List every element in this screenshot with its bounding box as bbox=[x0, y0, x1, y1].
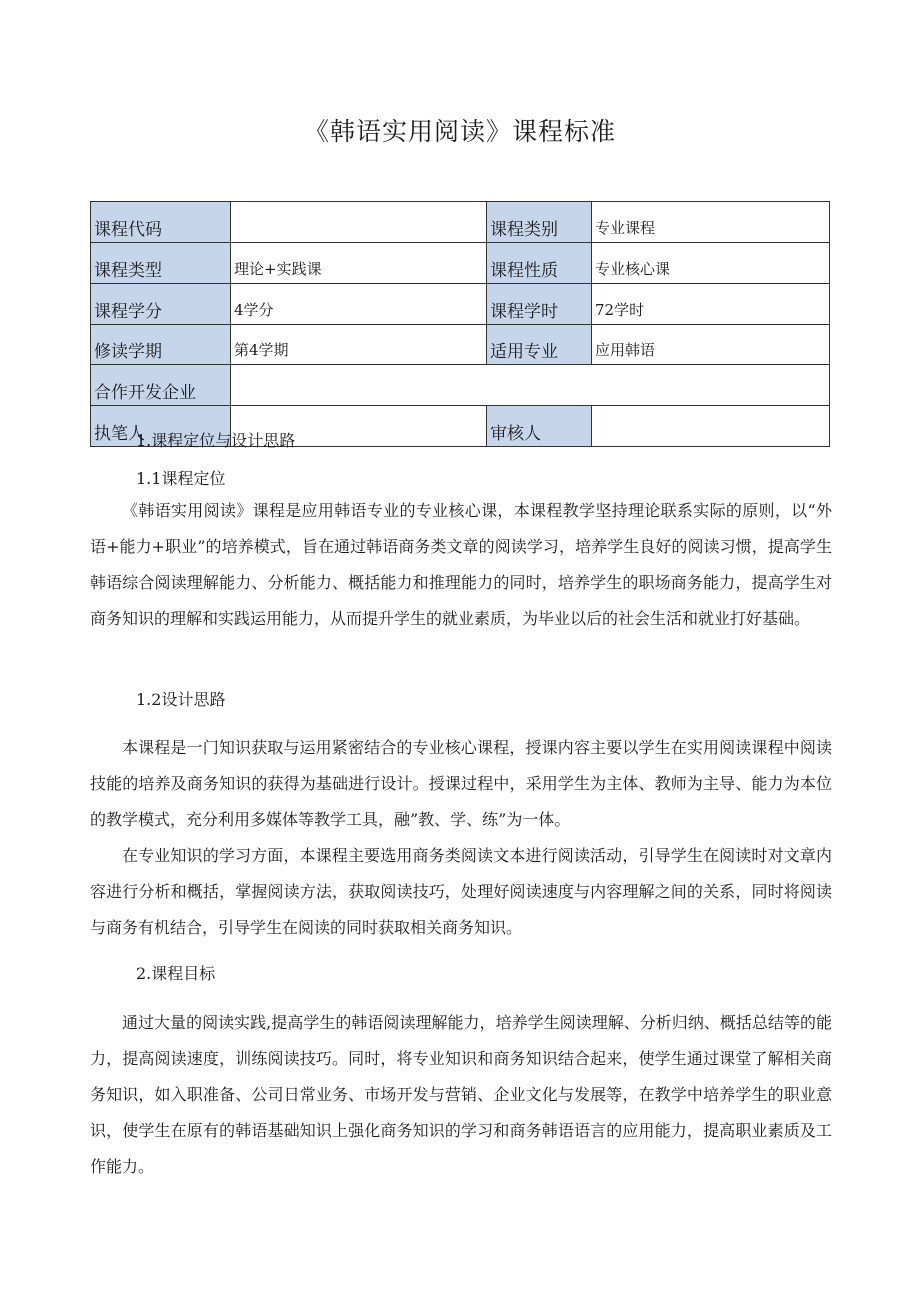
course-nature-label: 课程性质 bbox=[487, 243, 592, 284]
section-2-heading: 2.课程目标 bbox=[136, 964, 216, 983]
credits-value: 4学分 bbox=[231, 284, 487, 325]
course-type-label: 课程类型 bbox=[91, 243, 231, 284]
partner-label: 合作开发企业 bbox=[91, 365, 231, 406]
document-title: 《韩语实用阅读》课程标准 bbox=[303, 117, 616, 146]
course-code-value bbox=[231, 202, 487, 243]
course-category-value: 专业课程 bbox=[592, 202, 830, 243]
section-1-heading: 1.课程定位与设计思路 bbox=[136, 431, 296, 450]
section-1-2-heading: 1.2设计思路 bbox=[136, 690, 226, 709]
major-value: 应用韩语 bbox=[592, 325, 830, 365]
partner-value bbox=[231, 365, 830, 406]
course-code-label: 课程代码 bbox=[91, 202, 231, 243]
section-1-2-paragraph-a: 本课程是一门知识获取与运用紧密结合的专业核心课程，授课内容主要以学生在实用阅读课程中阅读技能的培养及商务知识的获得为基础进行设计。授课过程中，采用学生为主体、教师为主导、能力为本位的教学模式，充分利用多媒体等教学工具，融”教、学、练”为一体。 bbox=[90, 738, 832, 829]
table-row bbox=[91, 202, 830, 243]
section-1-2-paragraph-b: 在专业知识的学习方面，本课程主要选用商务类阅读文本进行阅读活动，引导学生在阅读时对文章内容进行分析和概括，掌握阅读方法，获取阅读技巧，处理好阅读速度与内容理解之间的关系，同时将阅读与商务有机结合，引导学生在阅读的同时获取相关商务知识。 bbox=[90, 846, 832, 937]
course-type-value: 理论+实践课 bbox=[231, 243, 487, 284]
hours-value: 72学时 bbox=[592, 284, 830, 325]
hours-label: 课程学时 bbox=[487, 284, 592, 325]
semester-value: 第4学期 bbox=[231, 325, 487, 365]
semester-label: 修读学期 bbox=[91, 325, 231, 365]
table-row bbox=[91, 365, 830, 406]
course-info-table bbox=[90, 201, 830, 447]
major-label: 适用专业 bbox=[487, 325, 592, 365]
reviewer-value bbox=[592, 406, 830, 447]
author-label: 执笔人 bbox=[91, 406, 231, 447]
table-row bbox=[91, 243, 830, 284]
course-category-label: 课程类别 bbox=[487, 202, 592, 243]
course-nature-value: 专业核心课 bbox=[592, 243, 830, 284]
credits-label: 课程学分 bbox=[91, 284, 231, 325]
table-row bbox=[91, 325, 830, 365]
section-1-1-paragraph: 《韩语实用阅读》课程是应用韩语专业的专业核心课，本课程教学坚持理论联系实际的原则，以“外语+能力+职业”的培养模式，旨在通过韩语商务类文章的阅读学习，培养学生良好的阅读习惯，提高学生韩语综合阅读理解能力、分析能力、概括能力和推理能力的同时，培养学生的职场商务能力，提高学生对商务知识的理解和实践运用能力，从而提升学生的就业素质，为毕业以后的社会生活和就业打好基础。 bbox=[90, 501, 832, 628]
table-row bbox=[91, 284, 830, 325]
section-1-1-heading: 1.1课程定位 bbox=[136, 469, 226, 488]
reviewer-label: 审核人 bbox=[487, 406, 592, 447]
section-2-paragraph: 通过大量的阅读实践,提高学生的韩语阅读理解能力，培养学生阅读理解、分析归纳、概括总结等的能力，提高阅读速度，训练阅读技巧。同时，将专业知识和商务知识结合起来，使学生通过课堂了解相关商务知识，如入职准备、公司日常业务、市场开发与营销、企业文化与发展等，在教学中培养学生的职业意识，使学生在原有的韩语基础知识上强化商务知识的学习和商务韩语语言的应用能力，提高职业素质及工作能力。 bbox=[90, 1013, 832, 1176]
